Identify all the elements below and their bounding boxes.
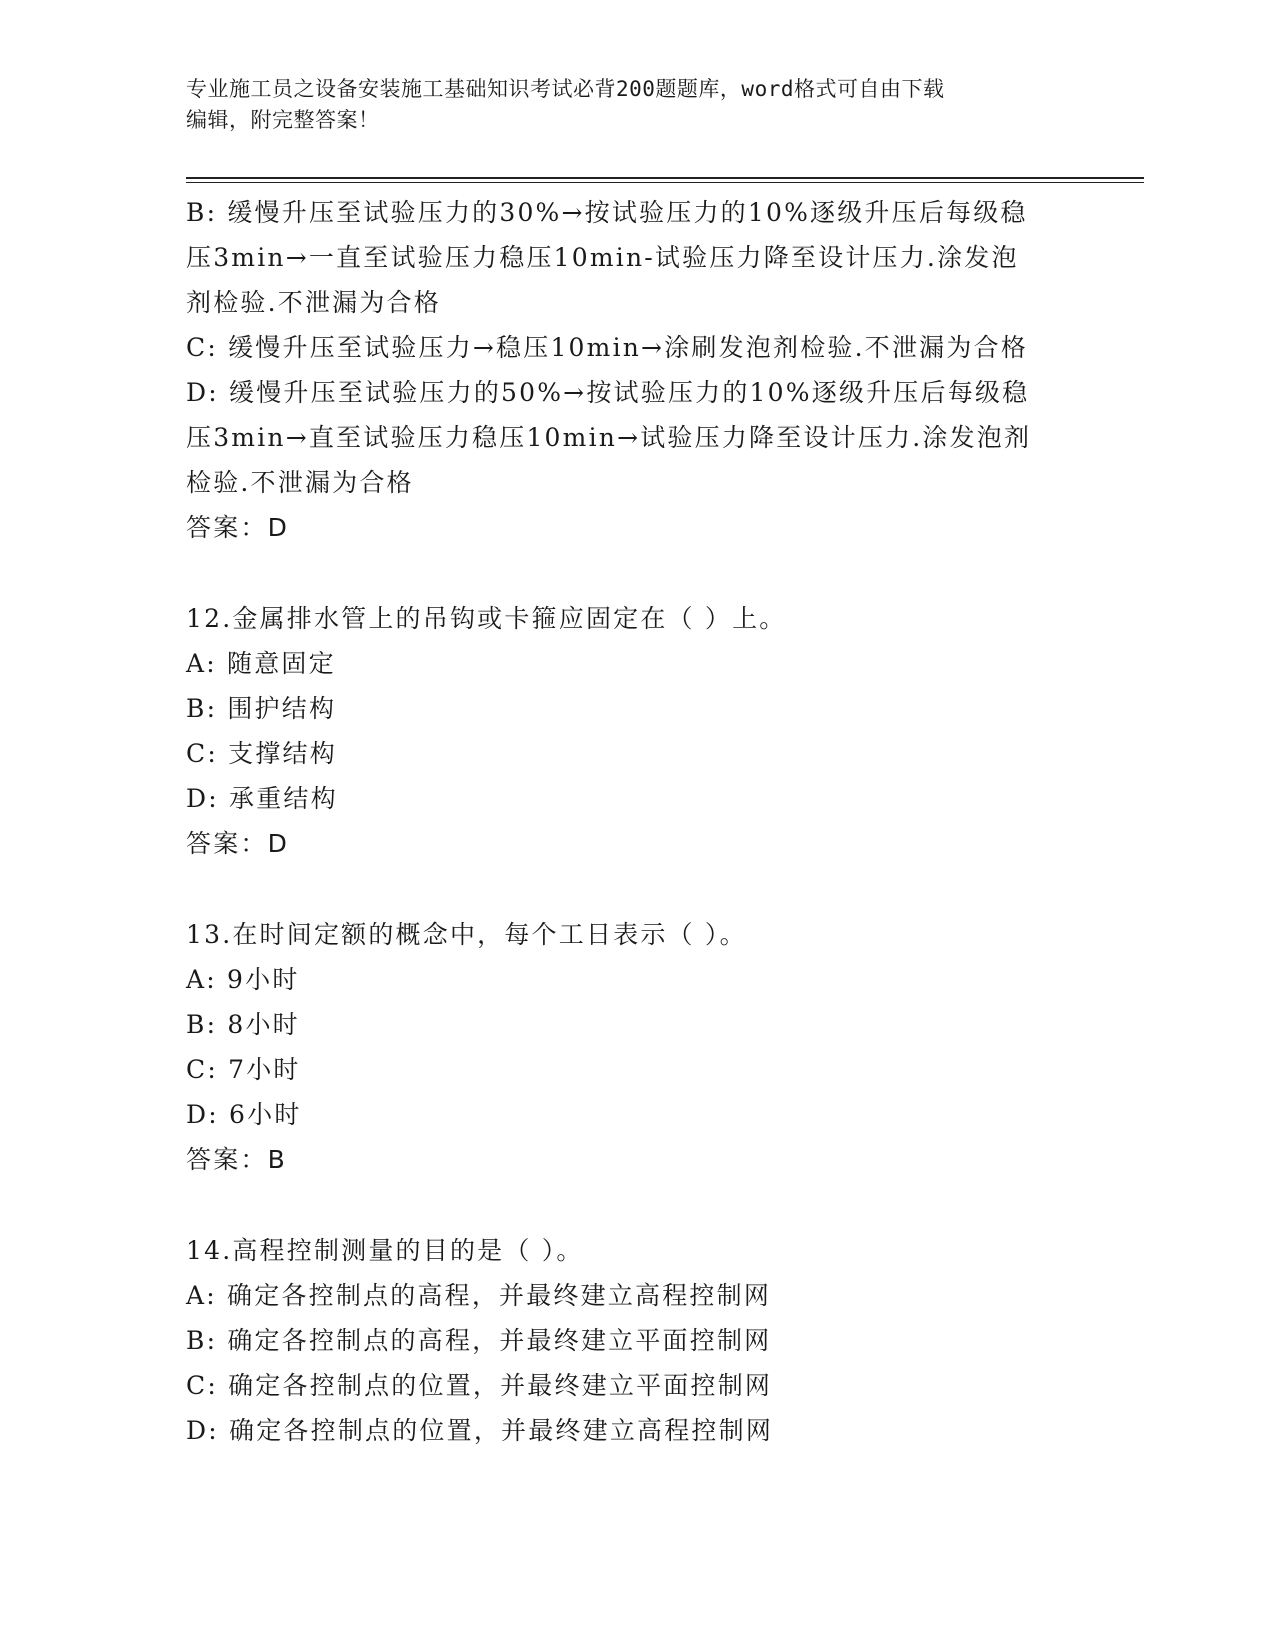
option-b: B: 围护结构 <box>186 694 337 723</box>
question-13 <box>186 912 1086 1182</box>
answer-line: 答案：B <box>186 1145 287 1174</box>
document-header <box>186 74 1066 136</box>
option-b: B: 8小时 <box>186 1010 300 1039</box>
option-d: D: 承重结构 <box>186 784 338 813</box>
question-14 <box>186 1228 1086 1453</box>
option-b-line-1: B: 缓慢升压至试验压力的30%→按试验压力的10%逐级升压后每级稳 <box>186 198 1028 227</box>
option-d: D: 6小时 <box>186 1100 302 1129</box>
option-a: A: 随意固定 <box>186 649 336 678</box>
answer-line: 答案：D <box>186 513 290 542</box>
option-b: B: 确定各控制点的高程，并最终建立平面控制网 <box>186 1326 772 1355</box>
option-b-line-2: 压3min→一直至试验压力稳压10min-试验压力降至设计压力.涂发泡 <box>186 243 1019 272</box>
question-content <box>186 190 1086 1453</box>
option-c: C: 确定各控制点的位置，并最终建立平面控制网 <box>186 1371 773 1400</box>
option-d-line-2: 压3min→直至试验压力稳压10min→试验压力降至设计压力.涂发泡剂 <box>186 423 1032 452</box>
option-d-line-3: 检验.不泄漏为合格 <box>186 468 414 497</box>
question-text: 14.高程控制测量的目的是（ ）。 <box>186 1236 584 1265</box>
option-c: C: 支撑结构 <box>186 739 337 768</box>
spacer <box>186 550 1086 596</box>
question-text: 13.在时间定额的概念中，每个工日表示（ ）。 <box>186 920 747 949</box>
spacer <box>186 1182 1086 1228</box>
header-divider-thick <box>186 177 1144 179</box>
question-text: 12.金属排水管上的吊钩或卡箍应固定在（ ）上。 <box>186 604 787 633</box>
header-title-line-1: 专业施工员之设备安装施工基础知识考试必背200题题库，word格式可自由下载 <box>186 77 945 101</box>
option-c: C: 7小时 <box>186 1055 301 1084</box>
question-12 <box>186 596 1086 866</box>
answer-line: 答案：D <box>186 829 290 858</box>
spacer <box>186 866 1086 912</box>
option-d-line-1: D: 缓慢升压至试验压力的50%→按试验压力的10%逐级升压后每级稳 <box>186 378 1030 407</box>
option-c: C: 缓慢升压至试验压力→稳压10min→涂刷发泡剂检验.不泄漏为合格 <box>186 333 1028 362</box>
header-divider-thin <box>186 182 1144 183</box>
option-b-line-3: 剂检验.不泄漏为合格 <box>186 288 441 317</box>
question-11-tail <box>186 190 1086 550</box>
option-a: A: 确定各控制点的高程，并最终建立高程控制网 <box>186 1281 772 1310</box>
option-a: A: 9小时 <box>186 965 300 994</box>
header-title-line-2: 编辑，附完整答案！ <box>186 108 380 132</box>
option-d: D: 确定各控制点的位置，并最终建立高程控制网 <box>186 1416 774 1445</box>
